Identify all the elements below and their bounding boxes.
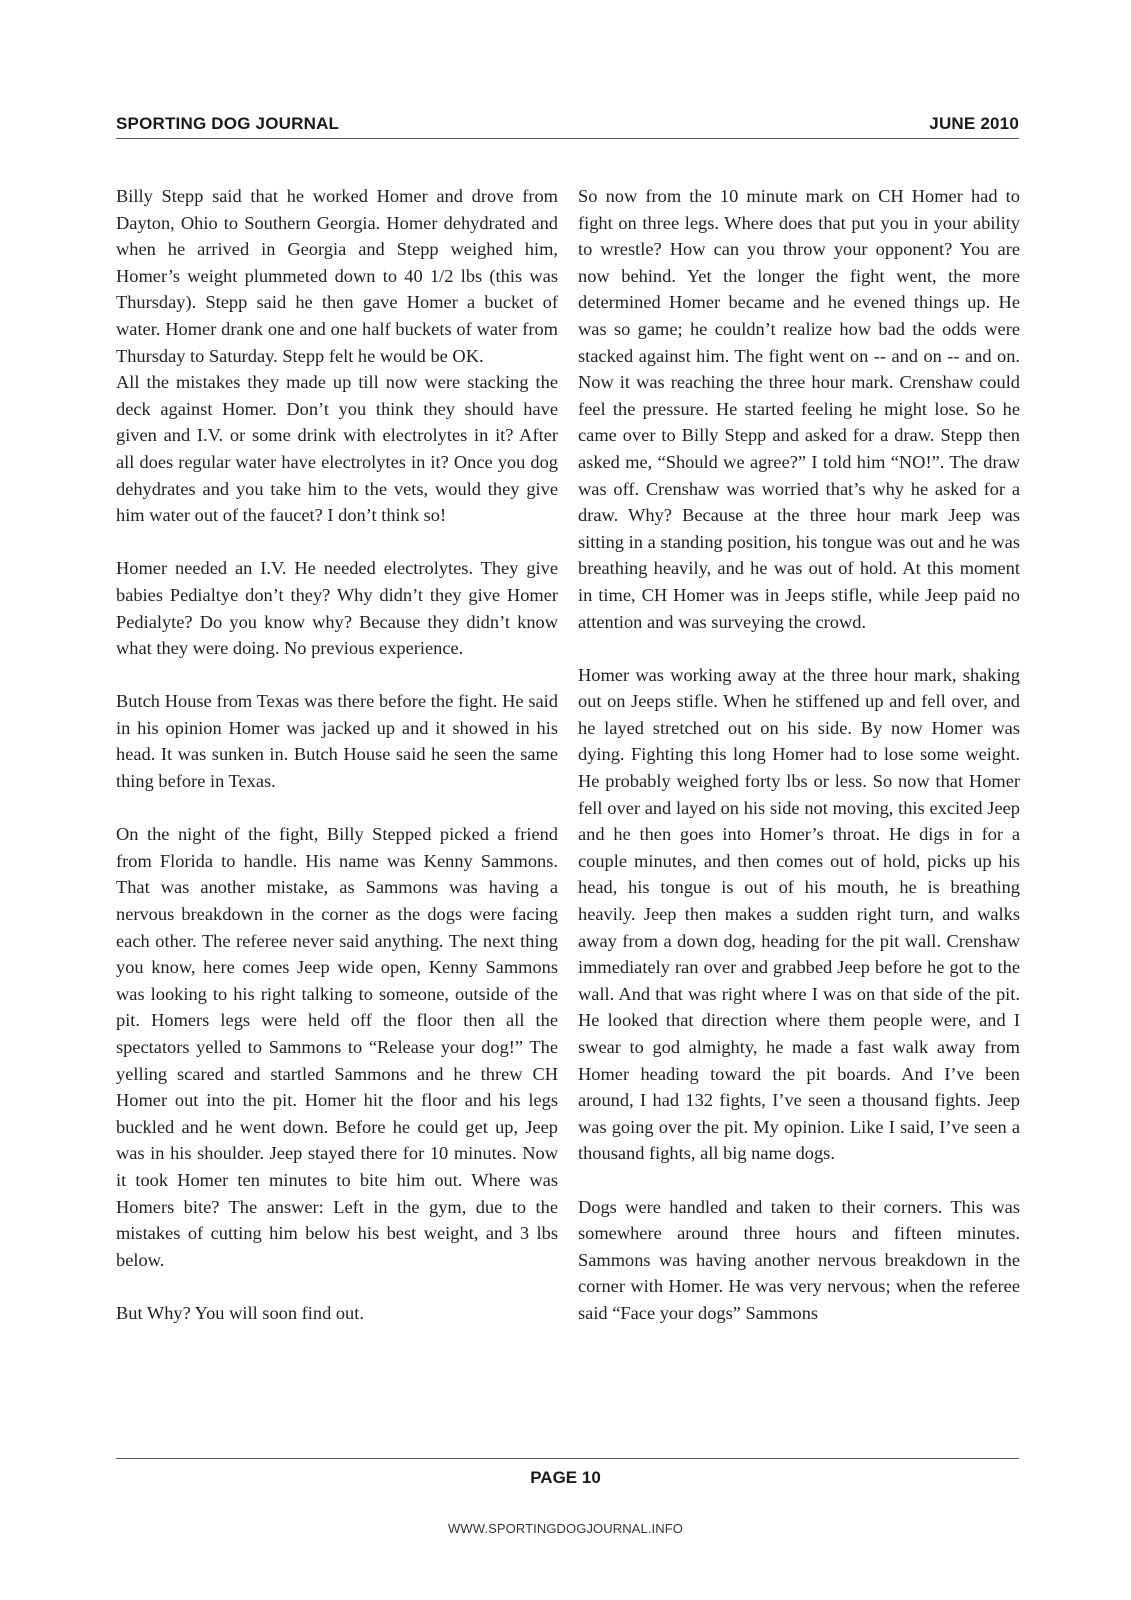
left-column bbox=[116, 183, 558, 1353]
page-header bbox=[116, 108, 1019, 139]
paragraph: Dogs were handled and taken to their corners. This was somewhere around three hours and fifteen minutes. Sammons was having another nervous breakdown in the corner with Homer. He was very nervous; when the referee said “Face your dogs” Sammons bbox=[578, 1196, 1020, 1323]
page-number: PAGE 10 bbox=[530, 1468, 601, 1487]
paragraph: On the night of the fight, Billy Stepped picked a friend from Florida to handle. His name was Kenny Sammons. That was another mistake, as Sammons was having a nervous breakdown in the corner as the dogs were facing each other. The referee never said anything. The next thing you know, here comes Jeep wide open, Kenny Sammons was looking to his right talking to someone, outside of the pit. Homers legs were held off the floor then all the spectators yelled to Sammons to “Release your dog!” The yelling scared and startled Sammons and he threw CH Homer out into the pit. Homer hit the floor and his legs buckled and he went down. Before he could get up, Jeep was in his shoulder. Jeep stayed there for 10 minutes. Now it took Homer ten minutes to bite him out. Where was Homers bite? The answer: Left in the gym, due to the mistakes of cutting him below his best weight, and 3 lbs below. bbox=[116, 824, 558, 1270]
footer-divider bbox=[116, 1458, 1019, 1459]
publication-title: SPORTING DOG JOURNAL bbox=[116, 114, 340, 133]
paragraph: Homer needed an I.V. He needed electrolytes. They give babies Pedialtye don’t they? Why didn’t they give Homer Pedialyte? Do you know why? Because they didn’t know what they were doing. No previous experience. bbox=[116, 558, 558, 659]
issue-date: JUNE 2010 bbox=[929, 114, 1019, 133]
paragraph: Butch House from Texas was there before the fight. He said in his opinion Homer was jacked up and it showed in his head. It was sunken in. Butch House said he seen the same thing before in Texas. bbox=[116, 691, 558, 792]
website-url: WWW.SPORTINGDOGJOURNAL.INFO bbox=[447, 1521, 684, 1536]
paragraph: Billy Stepp said that he worked Homer and drove from Dayton, Ohio to Southern Georgia. Homer dehydrated and when he arrived in Georgia and Stepp weighed him, Homer’s weight plummeted down to 40 1/2 lbs (this was Thursday). Stepp said he then gave Homer a bucket of water. Homer drank one and one half buckets of water from Thursday to Saturday. Stepp felt he would be OK. bbox=[116, 186, 558, 366]
paragraph: All the mistakes they made up till now were stacking the deck against Homer. Don’t you think they should have given and I.V. or some drink with electrolytes in it? After all does regular water have electrolytes in it? Once you dog dehydrates and you take him to the vets, would they give him water out of the faucet? I don’t think so! bbox=[116, 372, 558, 526]
paragraph: Homer was working away at the three hour mark, shaking out on Jeeps stifle. When he stiffened up and fell over, and he layed stretched out on his side. By now Homer was dying. Fighting this long Homer had to lose some weight. He probably weighed forty lbs or less. So now that Homer fell over and layed on his side not moving, this excited Jeep and he then goes into Homer’s throat. He digs in for a couple minutes, and then comes out of hold, picks up his head, his tongue is out of his mouth, he is breathing heavily. Jeep then makes a sudden right turn, and walks away from a down dog, heading for the pit wall. Crenshaw immediately ran over and grabbed Jeep before he got to the wall. And that was right where I was on that side of the pit. He looked that direction where them people were, and I swear to god almighty, he made a fast walk away from Homer heading toward the pit boards. And I’ve been around, I had 132 fights, I’ve seen a thousand fights. Jeep was going over the pit. My opinion. Like I said, I’ve seen a thousand fights, all big name dogs. bbox=[578, 664, 1020, 1164]
paragraph: But Why? You will soon find out. bbox=[116, 1302, 364, 1323]
right-column bbox=[578, 183, 1020, 1353]
paragraph: So now from the 10 minute mark on CH Homer had to fight on three legs. Where does that put you in your ability to wrestle? How can you throw your opponent? You are now behind. Yet the longer the fight went, the more determined Homer became and he evened things up. He was so game; he couldn’t realize how bad the odds were stacked against him. The fight went on -- and on -- and on. Now it was reaching the three hour mark. Crenshaw could feel the pressure. He started feeling he might lose. So he came over to Billy Stepp and asked for a draw. Stepp then asked me, “Should we agree?” I told him “NO!”. The draw was off. Crenshaw was worried that’s why he asked for a draw. Why? Because at the three hour mark Jeep was sitting in a standing position, his tongue was out and he was breathing heavily, and he was out of hold. At this moment in time, CH Homer was in Jeeps stifle, while Jeep paid no attention and was surveying the crowd. bbox=[578, 186, 1020, 632]
